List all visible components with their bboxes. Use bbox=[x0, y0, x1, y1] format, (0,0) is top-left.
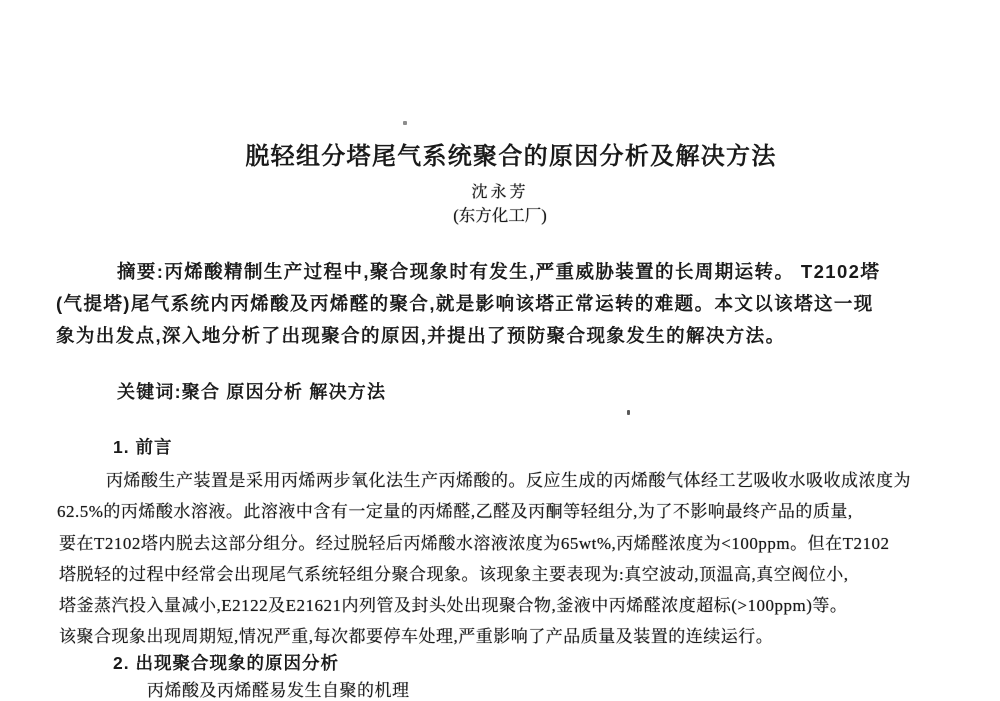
section-1-line-5: 塔釜蒸汽投入量减小,E2122及E21621内列管及封头处出现聚合物,釜液中丙烯醛浓度超标(>100ppm)等。 bbox=[59, 596, 848, 615]
abstract-line-3: 象为出发点,深入地分析了出现聚合的原因,并提出了预防聚合现象发生的解决方法。 bbox=[56, 325, 786, 346]
section-1-line-1: 丙烯酸生产装置是采用丙烯两步氧化法生产丙烯酸的。反应生成的丙烯酸气体经工艺吸收水吸收成浓度为 bbox=[106, 471, 911, 490]
scan-speck bbox=[627, 410, 630, 415]
author-name: 沈永芳 bbox=[471, 184, 529, 201]
abstract-line-2: (气提塔)尾气系统内丙烯酸及丙烯醛的聚合,就是影响该塔正常运转的难题。本文以该塔这一现 bbox=[56, 293, 874, 314]
abstract-line-1: 摘要:丙烯酸精制生产过程中,聚合现象时有发生,严重威胁装置的长周期运转。 T2102塔 bbox=[117, 261, 881, 282]
section-2-partial-line: 丙烯酸及丙烯醛易发生自聚的机理 bbox=[147, 681, 410, 700]
section-1-line-4: 塔脱轻的过程中经常会出现尾气系统轻组分聚合现象。该现象主要表现为:真空波动,顶温高,真空阀位小, bbox=[59, 565, 849, 584]
author-affiliation: (东方化工厂) bbox=[453, 206, 547, 225]
paper-title: 脱轻组分塔尾气系统聚合的原因分析及解决方法 bbox=[245, 143, 777, 170]
section-1-line-3: 要在T2102塔内脱去这部分组分。经过脱轻后丙烯酸水溶液浓度为65wt%,丙烯醛浓度为<100ppm。但在T2102 bbox=[59, 534, 890, 553]
section-1-line-2: 62.5%的丙烯酸水溶液。此溶液中含有一定量的丙烯醛,乙醛及丙酮等轻组分,为了不影响最终产品的质量, bbox=[57, 502, 853, 521]
section-1-line-6: 该聚合现象出现周期短,情况严重,每次都要停车处理,严重影响了产品质量及装置的连续运行。 bbox=[59, 627, 774, 646]
section-1-heading: 1. 前言 bbox=[113, 437, 173, 457]
section-2-heading: 2. 出现聚合现象的原因分析 bbox=[113, 653, 339, 673]
keywords-line: 关键词:聚合 原因分析 解决方法 bbox=[117, 382, 387, 402]
scan-speck bbox=[403, 121, 407, 125]
